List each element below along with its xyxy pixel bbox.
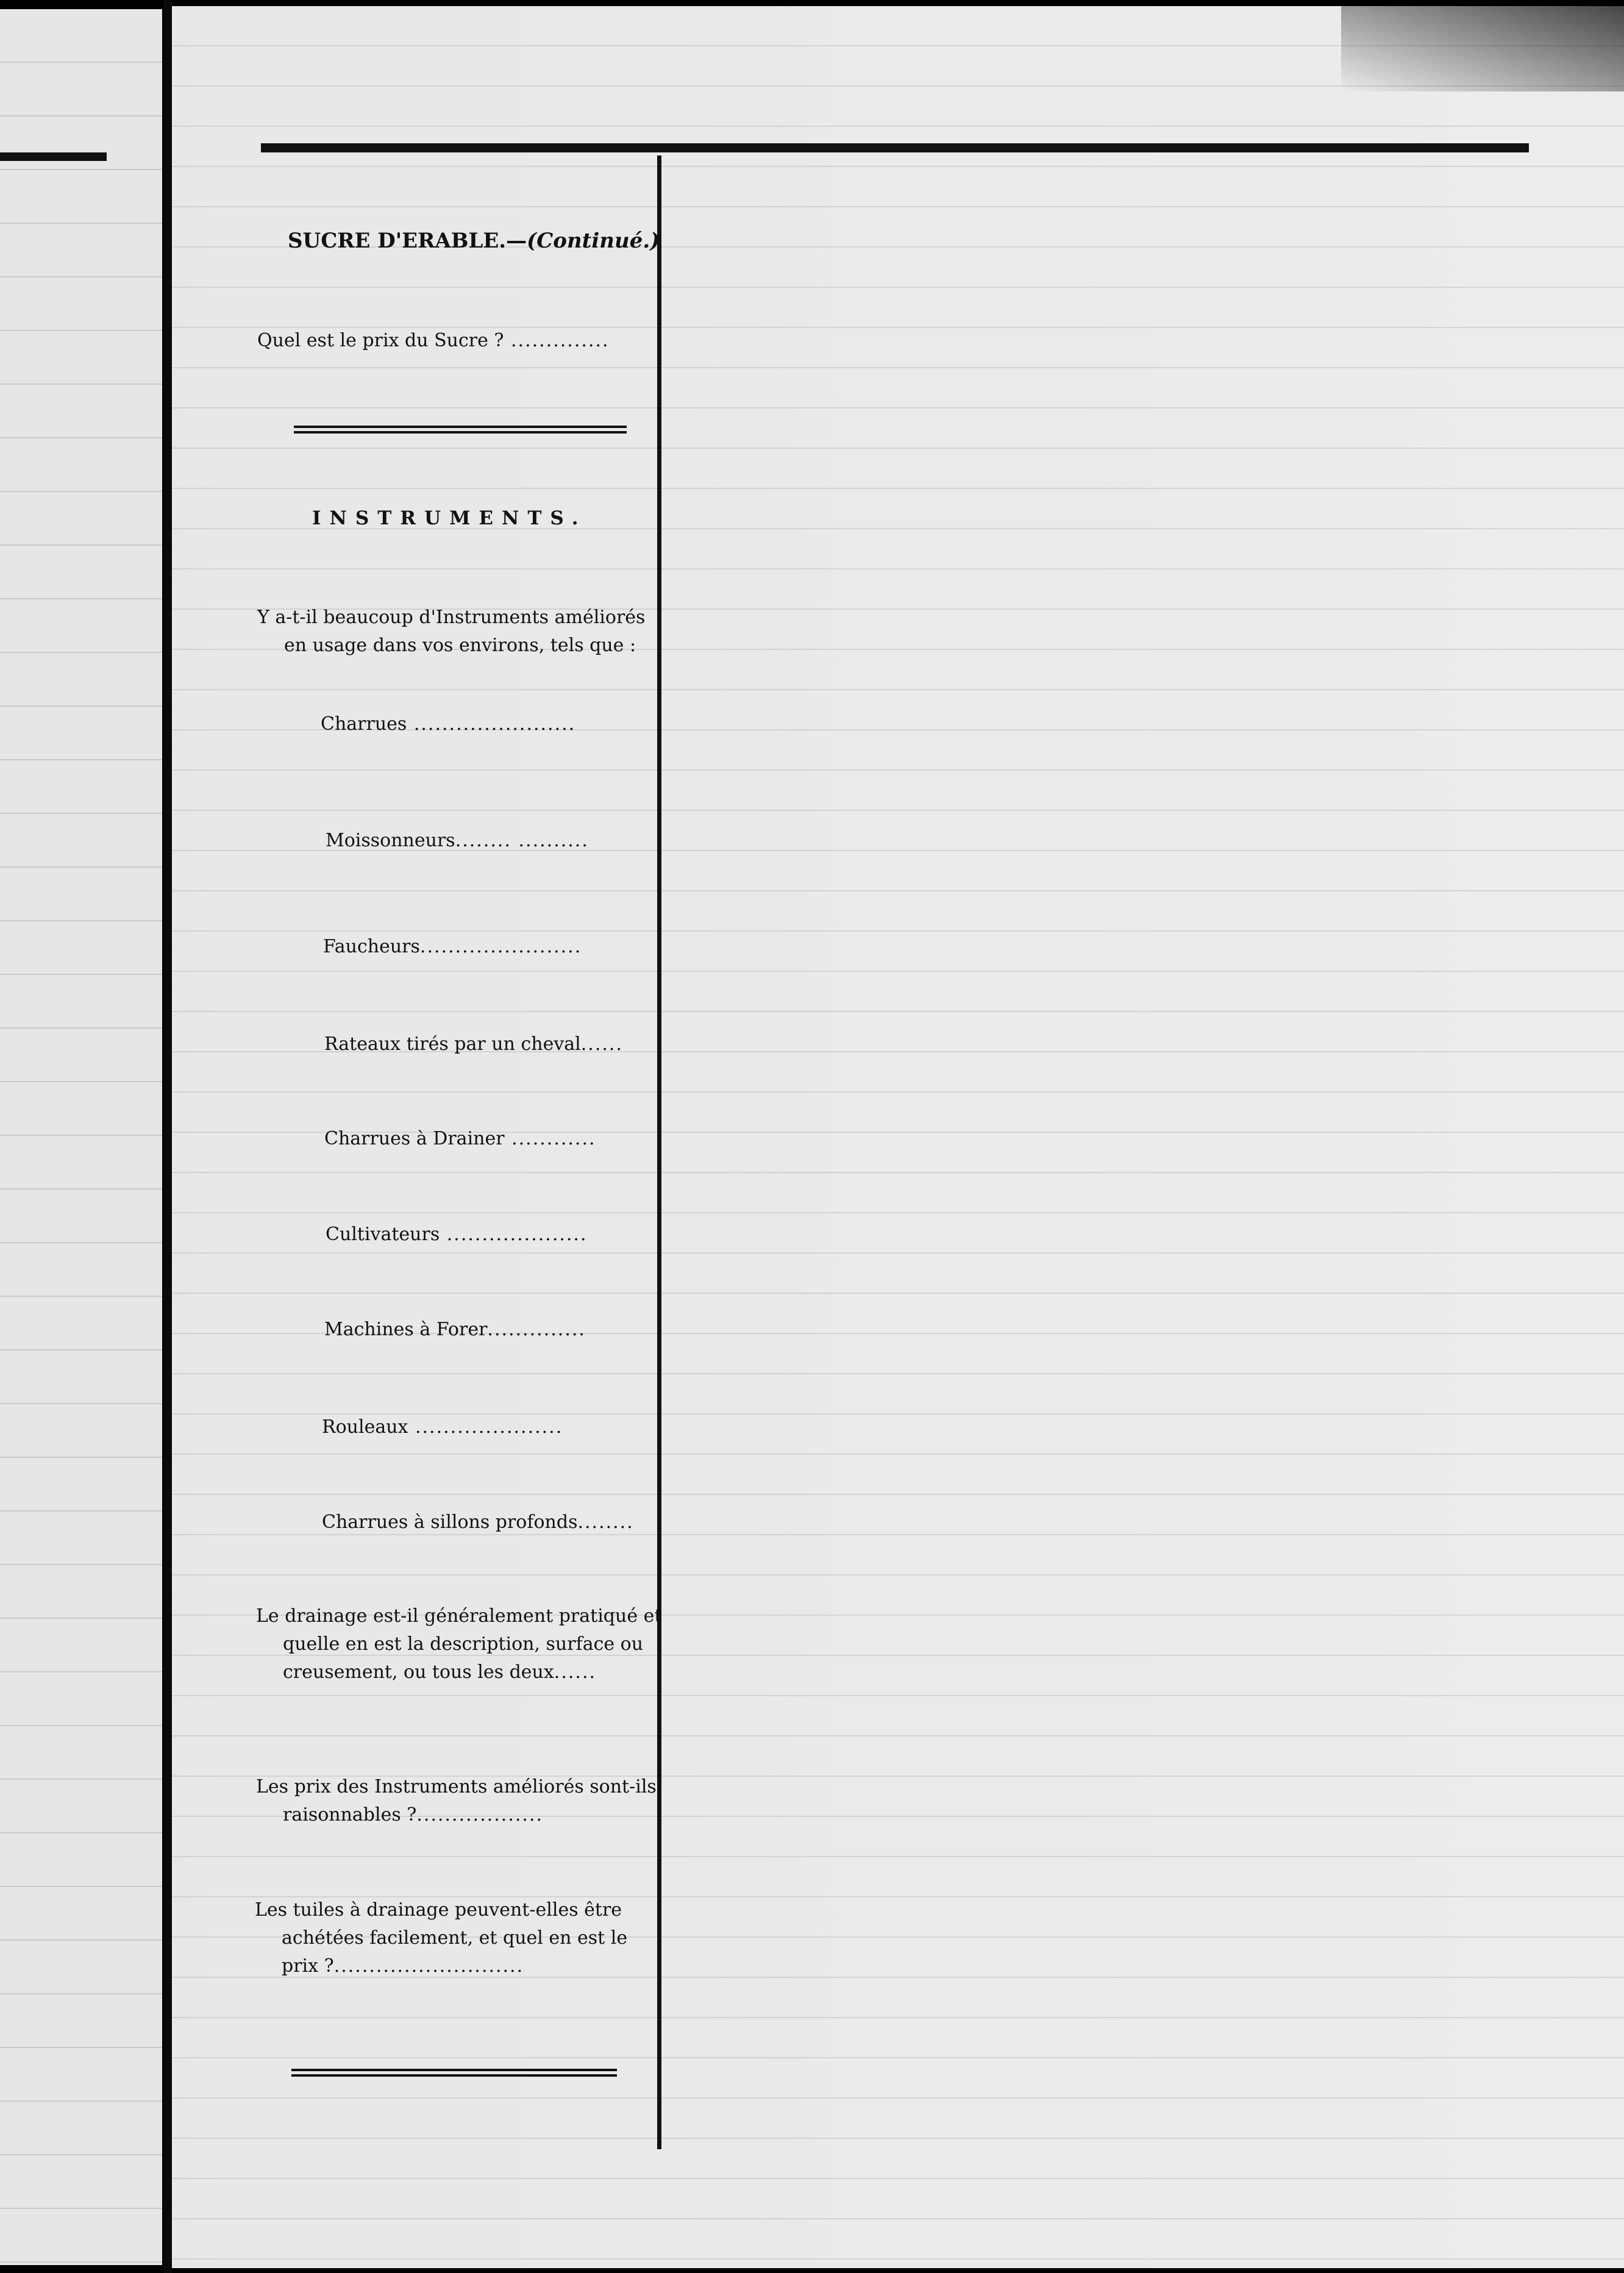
scan-shadow [1341,6,1624,91]
question-line: prix ? [282,1955,334,1977]
question-line-wrap: prix ?........................... [282,1955,524,1977]
instrument-label: Charrues à sillons profonds [322,1511,578,1533]
instrument-item-rateaux: Rateaux tirés par un cheval...... [324,1033,623,1055]
sucre-title-text: SUCRE D'ERABLE.— [288,229,527,253]
section-separator [294,426,627,434]
previous-page-edge [0,9,162,2265]
instrument-item-faucheurs: Faucheurs....................... [323,936,582,957]
instruments-intro-question [257,604,645,660]
instrument-item-cultivateurs: Cultivateurs .................... [326,1224,588,1245]
instrument-item-rouleaux: Rouleaux ..................... [322,1416,563,1438]
question-line: Les tuiles à drainage peuvent-elles être [255,1899,622,1921]
drainage-question [256,1602,661,1686]
instrument-label: Charrues à Drainer [324,1128,505,1149]
page-binding-edge [163,0,172,2273]
sucre-section-title [288,229,660,253]
instrument-label: Machines à Forer [324,1319,488,1340]
header-rule [261,143,1529,152]
question-line-wrap: raisonnables ?.................. [283,1804,544,1825]
question-line-wrap: creusement, ou tous les deux...... [283,1661,597,1683]
question-text: Quel est le prix du Sucre ? [257,330,504,351]
instrument-label: Cultivateurs [326,1224,440,1245]
question-line: quelle en est la description, surface ou [283,1633,644,1655]
question-line: raisonnables ? [283,1804,417,1825]
instrument-item-moissonneurs: Moissonneurs........ .......... [326,830,589,851]
drainage-tiles-question [255,1896,627,1980]
question-line: creusement, ou tous les deux [283,1661,554,1683]
instrument-item-charrues-drainer: Charrues à Drainer ............ [324,1128,596,1149]
question-line: Le drainage est-il généralement pratiqué et [256,1605,662,1627]
instrument-label: Rouleaux [322,1416,408,1438]
instrument-label: Faucheurs [323,936,420,957]
instrument-item-charrues: Charrues ....................... [321,713,576,735]
question-line: Y a-t-il beaucoup d'Instruments améliorés [257,607,646,628]
instrument-label: Moissonneurs [326,830,455,851]
instrument-price-question [256,1773,657,1829]
instrument-label: Charrues [321,713,407,735]
sucre-continued-label: (Continué.) [527,229,660,253]
previous-page-rule [0,152,107,161]
section-end-separator [291,2069,617,2077]
instrument-label: Rateaux tirés par un cheval [324,1033,581,1055]
column-divider [657,155,661,2149]
question-line: achétées facilement, et quel en est le [282,1927,628,1949]
instrument-item-charrues-sillons: Charrues à sillons profonds........ [322,1511,634,1533]
question-line: en usage dans vos environs, tels que : [284,635,636,656]
question-line: Les prix des Instruments améliorés sont-ils [256,1776,657,1797]
sucre-price-question: Quel est le prix du Sucre ? .............. [257,330,610,351]
instrument-item-machines-forer: Machines à Forer.............. [324,1319,586,1340]
instruments-section-title: INSTRUMENTS. [312,507,587,529]
